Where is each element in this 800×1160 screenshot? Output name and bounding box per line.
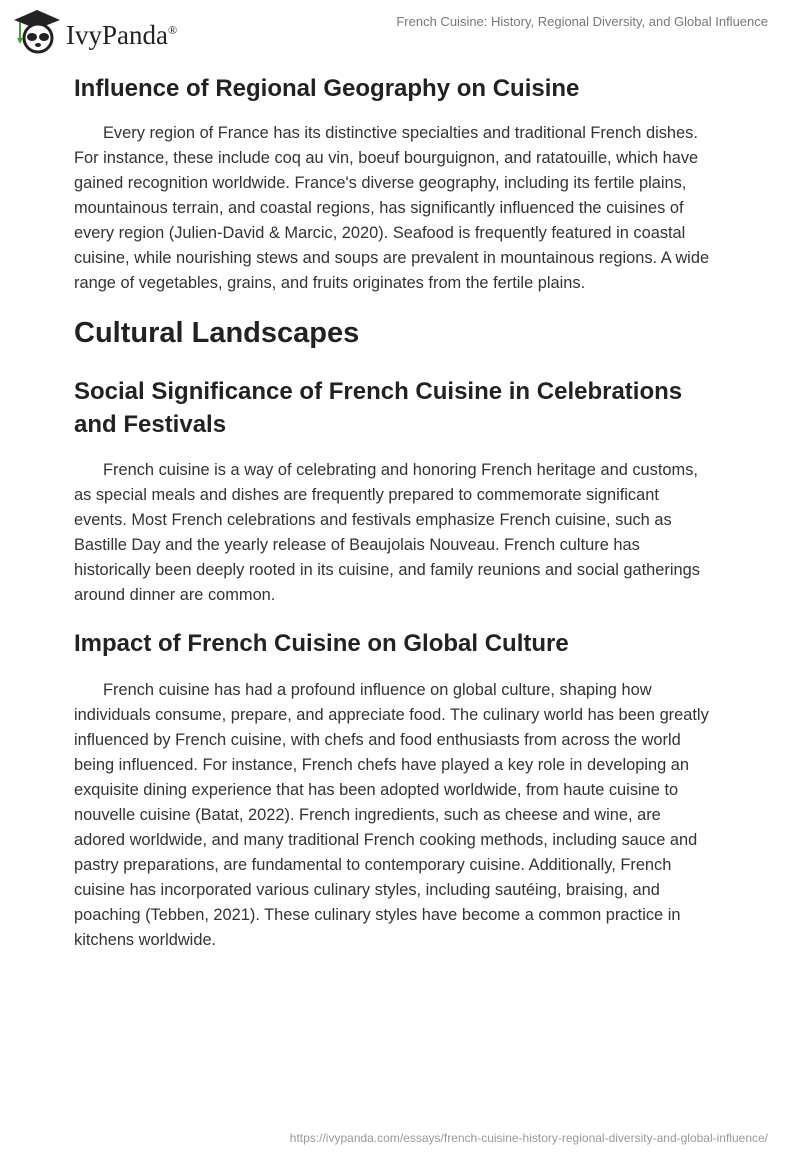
text-line: kitchens worldwide. [74,931,217,949]
document-title: French Cuisine: History, Regional Diversity, and Global Influence [396,14,768,29]
registered-mark: ® [167,22,178,37]
section-heading-global-impact: Impact of French Cuisine on Global Culture [74,630,569,657]
panda-graduate-icon [12,8,62,54]
text-line: adored worldwide, and many traditional French cooking methods, including sauce and [74,831,698,849]
section-heading-regional-geography: Influence of Regional Geography on Cuisine [74,75,580,102]
paragraph-regional-geography [74,121,744,296]
text-line: individuals consume, prepare, and appreciate food. The culinary world has been greatly [74,706,709,724]
text-line: nouvelle cuisine (Batat, 2022). French ingredients, such as cheese and wine, are [74,806,661,824]
text-line: cuisine, while nourishing stews and soups are prevalent in mountainous regions. A wide [74,249,710,267]
ivypanda-logo[interactable] [12,8,177,54]
text-line: pastry preparations, are fundamental to contemporary cuisine. Additionally, French [74,856,672,874]
text-line: For instance, these include coq au vin, boeuf bourguignon, and ratatouille, which have [74,149,699,167]
source-url-link[interactable]: https://ivypanda.com/essays/french-cuisine-history-regional-diversity-and-global-influence/ [289,1131,768,1145]
text-line: mountainous terrain, and coastal regions, has significantly influenced the cuisines of [74,199,684,217]
text-line: cuisine has incorporated various culinary styles, including sautéing, braising, and [74,881,660,899]
text-line: being influenced. For instance, French chefs have played a key role in developing an [74,756,690,774]
paragraph-social-significance [74,458,744,608]
text-line: exquisite dining experience that has been adopted worldwide, from haute cuisine to [74,781,679,799]
paragraph-global-impact [74,678,744,953]
text-line: around dinner are common. [74,586,276,604]
text-line: French cuisine is a way of celebrating and honoring French heritage and customs, [103,461,698,479]
logo-text: IvyPanda [66,19,168,50]
text-line: poaching (Tebben, 2021). These culinary styles have become a common practice in [74,906,681,924]
text-line: gained recognition worldwide. France's diverse geography, including its fertile plains, [74,174,687,192]
text-line: Every region of France has its distinctive specialties and traditional French dishes. [103,124,698,142]
text-line: as special meals and dishes are frequently prepared to commemorate significant [74,486,659,504]
text-line: Bastille Day and the yearly release of Beaujolais Nouveau. French culture has [74,536,640,554]
text-line: every region (Julien-David & Marcic, 2020). Seafood is frequently featured in coastal [74,224,686,242]
text-line: influenced by French cuisine, with chefs and food enthusiasts from across the world [74,731,681,749]
text-line: range of vegetables, grains, and fruits originates from the fertile plains. [74,274,586,292]
section-heading-social-significance [74,375,744,441]
heading-line: Social Significance of French Cuisine in Celebrations [74,378,683,405]
main-heading-cultural-landscapes: Cultural Landscapes [74,317,360,349]
text-line: historically been deeply rooted in its cuisine, and family reunions and social gatherings [74,561,700,579]
text-line: French cuisine has had a profound influence on global culture, shaping how [103,681,652,699]
heading-line: and Festivals [74,411,227,438]
text-line: events. Most French celebrations and festivals emphasize French cuisine, such as [74,511,672,529]
